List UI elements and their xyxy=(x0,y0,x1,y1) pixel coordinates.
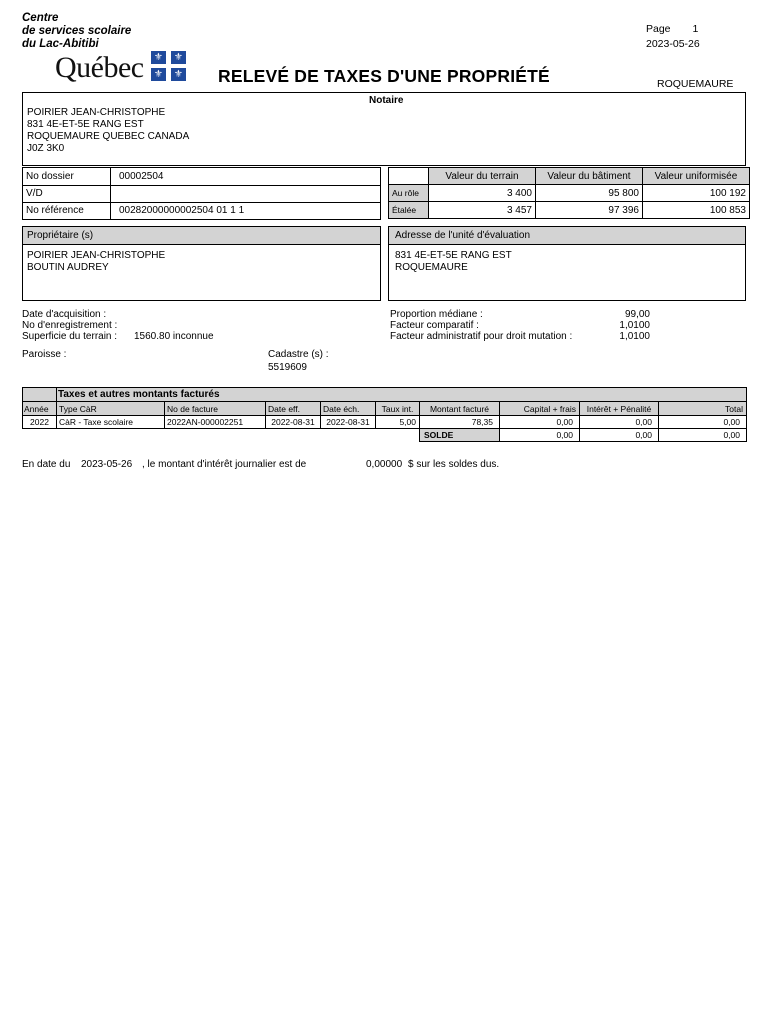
land-value: 3 400 xyxy=(429,185,536,202)
building-value: 97 396 xyxy=(536,202,643,219)
col-date-eff: Date eff. xyxy=(266,402,321,416)
row-amount: 78,35 xyxy=(420,416,500,429)
unit-address-label: Adresse de l'unité d'évaluation xyxy=(395,230,531,241)
page-label: Page xyxy=(646,23,671,35)
uniform-value: 100 192 xyxy=(643,185,750,202)
quebec-flag-icon: ⚜ ⚜ ⚜ ⚜ xyxy=(151,51,188,82)
notary-line-4: J0Z 3K0 xyxy=(27,143,65,154)
median-label: Proportion médiane : xyxy=(390,309,483,320)
municipality: ROQUEMAURE xyxy=(657,78,734,90)
document-date: 2023-05-26 xyxy=(646,38,700,50)
acquisition-label: Date d'acquisition : xyxy=(22,309,107,320)
row-year: 2022 xyxy=(23,416,57,429)
valuation-table xyxy=(388,167,750,219)
dossier-label: No dossier xyxy=(26,171,74,182)
row-date-eff: 2022-08-31 xyxy=(266,416,321,429)
footer-amount: 0,00000 xyxy=(366,459,403,470)
row-label: Au rôle xyxy=(389,185,429,202)
row-capital: 0,00 xyxy=(500,416,580,429)
cadastre-value: 5519609 xyxy=(268,362,307,373)
owners-label: Propriétaire (s) xyxy=(27,230,94,241)
balance-total: 0,00 xyxy=(659,429,747,442)
row-invoice: 2022AN-000002251 xyxy=(165,416,266,429)
col-uniform-value: Valeur uniformisée xyxy=(643,168,750,185)
col-interest: Intérêt + Pénalité xyxy=(580,402,659,416)
row-label: Étalée xyxy=(389,202,429,219)
uniform-value: 100 853 xyxy=(643,202,750,219)
col-type: Type CàR xyxy=(57,402,165,416)
col-year: Année xyxy=(23,402,57,416)
row-rate: 5,00 xyxy=(376,416,420,429)
balance-label: SOLDE xyxy=(420,429,500,442)
col-amount: Montant facturé xyxy=(420,402,500,416)
valuation-row xyxy=(389,202,750,219)
registration-label: No d'enregistrement : xyxy=(22,320,118,331)
unit-address-line-1: 831 4E-ET-5E RANG EST xyxy=(395,250,512,261)
row-date-due: 2022-08-31 xyxy=(321,416,376,429)
comparative-value: 1,0100 xyxy=(619,320,650,331)
land-value: 3 457 xyxy=(429,202,536,219)
col-rate: Taux int. xyxy=(376,402,420,416)
row-interest: 0,00 xyxy=(580,416,659,429)
table-row xyxy=(23,416,747,429)
unit-address-box xyxy=(388,226,746,301)
reference-label: No référence xyxy=(26,205,84,216)
page-info xyxy=(646,22,700,52)
org-line-1: Centre xyxy=(22,12,59,24)
notary-line-2: 831 4E-ET-5E RANG EST xyxy=(27,119,144,130)
page-number: 1 xyxy=(692,23,699,35)
area-value: 1560.80 inconnue xyxy=(134,331,214,342)
col-total: Total xyxy=(659,402,747,416)
quebec-logo-text: Québec xyxy=(55,51,144,84)
cadastre-label: Cadastre (s) : xyxy=(268,349,329,360)
notary-box xyxy=(22,92,746,166)
balance-capital: 0,00 xyxy=(500,429,580,442)
notary-label: Notaire xyxy=(369,95,404,106)
median-value: 99,00 xyxy=(624,309,650,320)
footer-suffix: $ sur les soldes dus. xyxy=(408,459,500,470)
col-invoice: No de facture xyxy=(165,402,266,416)
owner-line-2: BOUTIN AUDREY xyxy=(27,262,109,273)
taxes-table xyxy=(22,387,747,442)
vd-label: V/D xyxy=(26,188,43,199)
reference-value: 00282000000002504 01 1 1 xyxy=(119,205,245,216)
notary-line-1: POIRIER JEAN-CHRISTOPHE xyxy=(27,107,166,118)
balance-interest: 0,00 xyxy=(580,429,659,442)
org-line-3: du Lac-Abitibi xyxy=(22,38,99,50)
col-capital: Capital + frais xyxy=(500,402,580,416)
balance-row xyxy=(23,429,747,442)
owner-line-1: POIRIER JEAN-CHRISTOPHE xyxy=(27,250,166,261)
building-value: 95 800 xyxy=(536,185,643,202)
org-line-2: de services scolaire xyxy=(22,25,132,37)
footer-middle: , le montant d'intérêt journalier est de xyxy=(142,459,307,470)
parish-label: Paroisse : xyxy=(22,349,67,360)
notary-line-3: ROQUEMAURE QUEBEC CANADA xyxy=(27,131,190,142)
taxes-section-title: Taxes et autres montants facturés xyxy=(57,388,747,402)
organization-name xyxy=(22,12,131,51)
owners-box xyxy=(22,226,381,301)
admin-factor-label: Facteur administratif pour droit mutation : xyxy=(390,331,573,342)
dossier-value: 00002504 xyxy=(119,171,164,182)
valuation-row xyxy=(389,185,750,202)
comparative-label: Facteur comparatif : xyxy=(390,320,479,331)
col-land-value: Valeur du terrain xyxy=(429,168,536,185)
row-type: CàR - Taxe scolaire xyxy=(57,416,165,429)
row-total: 0,00 xyxy=(659,416,747,429)
footer-date: 2023-05-26 xyxy=(81,459,133,470)
unit-address-line-2: ROQUEMAURE xyxy=(395,262,468,273)
area-label: Superficie du terrain : xyxy=(22,331,118,342)
admin-factor-value: 1,0100 xyxy=(619,331,650,342)
col-date-due: Date éch. xyxy=(321,402,376,416)
document-title: RELEVÉ DE TAXES D'UNE PROPRIÉTÉ xyxy=(218,66,550,86)
file-info-table xyxy=(22,167,381,220)
footer-prefix: En date du xyxy=(22,459,71,470)
col-building-value: Valeur du bâtiment xyxy=(536,168,643,185)
